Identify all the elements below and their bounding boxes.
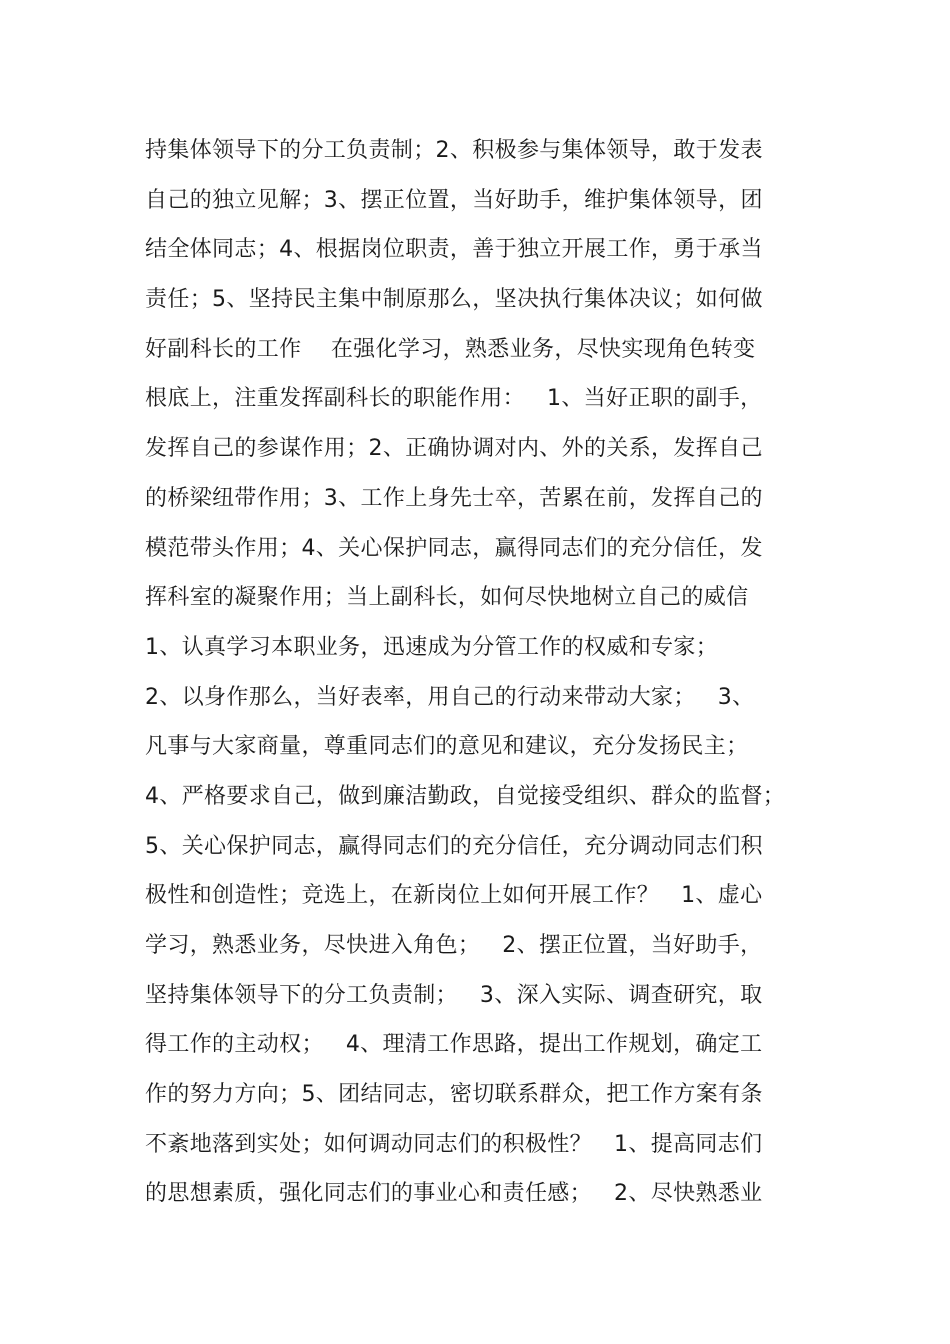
text-line: 得工作的主动权； 4、理清工作思路，提出工作规划，确定工: [145, 1032, 763, 1058]
text-line: 挥科室的凝聚作用；当上副科长，如何尽快地树立自己的威信: [145, 585, 749, 611]
text-line: 根底上，注重发挥副科长的职能作用： 1、当好正职的副手，: [145, 386, 763, 412]
body-text: [145, 126, 815, 1219]
text-line: 发挥自己的参谋作用；2、正确协调对内、外的关系，发挥自己: [145, 436, 763, 462]
text-line: 的桥梁纽带作用；3、工作上身先士卒，苦累在前，发挥自己的: [145, 485, 763, 511]
text-line: 自己的独立见解；3、摆正位置，当好助手，维护集体领导，团: [145, 187, 763, 213]
text-line: 坚持集体领导下的分工负责制； 3、深入实际、调查研究，取: [145, 982, 763, 1008]
text-line: 1、认真学习本职业务，迅速成为分管工作的权威和专家；: [145, 634, 719, 660]
text-line: 的思想素质，强化同志们的事业心和责任感； 2、尽快熟悉业: [145, 1181, 763, 1207]
text-line: 2、以身作那么，当好表率，用自己的行动来带动大家； 3、: [145, 684, 755, 710]
text-line: 持集体领导下的分工负责制；2、积极参与集体领导，敢于发表: [145, 138, 763, 163]
text-line: 极性和创造性；竞选上，在新岗位上如何开展工作？ 1、虚心: [145, 883, 763, 909]
text-line: 学习，熟悉业务，尽快进入角色； 2、摆正位置，当好助手，: [145, 933, 763, 958]
text-line: 4、严格要求自己，做到廉洁勤政，自觉接受组织、群众的监督；: [145, 783, 786, 809]
text-line: 好副科长的工作 在强化学习，熟悉业务，尽快实现角色转变: [145, 336, 756, 362]
text-line: 责任；5、坚持民主集中制原那么，坚决执行集体决议；如何做: [145, 287, 763, 313]
text-line: 结全体同志；4、根据岗位职责，善于独立开展工作，勇于承当: [145, 237, 763, 263]
text-line: 不紊地落到实处；如何调动同志们的积极性？ 1、提高同志们: [145, 1131, 763, 1157]
text-line: 模范带头作用；4、关心保护同志，赢得同志们的充分信任，发: [145, 535, 763, 561]
text-line: 凡事与大家商量，尊重同志们的意见和建议，充分发扬民主；: [145, 734, 749, 760]
text-line: 作的努力方向；5、团结同志，密切联系群众，把工作方案有条: [145, 1082, 763, 1108]
text-line: 5、关心保护同志，赢得同志们的充分信任，充分调动同志们积: [145, 833, 763, 859]
